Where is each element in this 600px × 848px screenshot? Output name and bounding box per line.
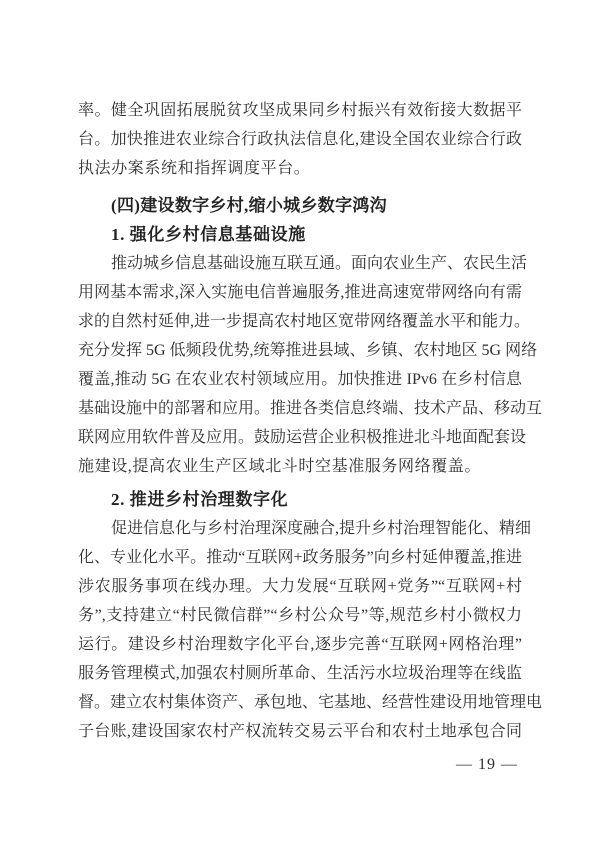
text-line: 督。建立农村集体资产、承包地、宅基地、经营性建设用地管理电 [78, 694, 543, 711]
paragraph-intro [78, 96, 522, 183]
text-line: 覆盖,推动 5G 在农业农村领域应用。加快推进 IPv6 在乡村信息 [78, 371, 522, 388]
text-line: 台。加快推进农业综合行政执法信息化,建设全国农业综合行政 [78, 131, 522, 148]
text-line: 务”,支持建立“村民微信群”“乡村公众号”等,规范乡村小微权力 [78, 607, 522, 624]
text-line: 率。健全巩固拓展脱贫攻坚成果同乡村振兴有效衔接大数据平 [78, 102, 522, 119]
subsection-2-heading: 2. 推进乡村治理数字化 [111, 490, 289, 509]
text-line: 求的自然村延伸,进一步提高农村地区宽带网络覆盖水平和能力。 [78, 313, 531, 330]
text-line: 促进信息化与乡村治理深度融合,提升乡村治理智能化、精细 [111, 520, 532, 537]
text-line: 运行。建设乡村治理数字化平台,逐步完善“互联网+网格治理” [78, 636, 522, 653]
text-line: 用网基本需求,深入实施电信普遍服务,推进高速宽带网络向有需 [78, 284, 522, 301]
section-heading: (四)建设数字乡村,缩小城乡数字鸿沟 [111, 196, 387, 215]
text-line: 联网应用软件普及应用。鼓励运营企业积极推进北斗地面配套设 [78, 429, 527, 446]
paragraph-subsection-2 [78, 514, 543, 746]
subsection-1-heading: 1. 强化乡村信息基础设施 [111, 225, 306, 244]
text-line: 充分发挥 5G 低频段优势,统筹推进县域、乡镇、农村地区 5G 网络 [78, 342, 538, 359]
text-line: 子台账,建设国家农村产权流转交易云平台和农村土地承包合同 [78, 723, 522, 740]
text-line: 服务管理模式,加强农村厕所革命、生活污水垃圾治理等在线监 [78, 665, 522, 682]
text-block [78, 96, 543, 746]
text-line: 涉农服务事项在线办理。大力发展“互联网+党务”“互联网+村 [78, 578, 522, 595]
text-line: 化、专业化水平。推动“互联网+政务服务”向乡村延伸覆盖,推进 [78, 549, 522, 566]
text-line: 推动城乡信息基础设施互联互通。面向农业生产、农民生活 [111, 255, 528, 272]
text-line: 执法办案系统和指挥调度平台。 [78, 160, 311, 177]
text-line: 施建设,提高农业生产区域北斗时空基准服务网络覆盖。 [78, 458, 482, 475]
paragraph-subsection-1 [78, 249, 543, 481]
text-line: 基础设施中的部署和应用。推进各类信息终端、技术产品、移动互 [78, 400, 543, 417]
page-number: — 19 — [456, 756, 518, 773]
